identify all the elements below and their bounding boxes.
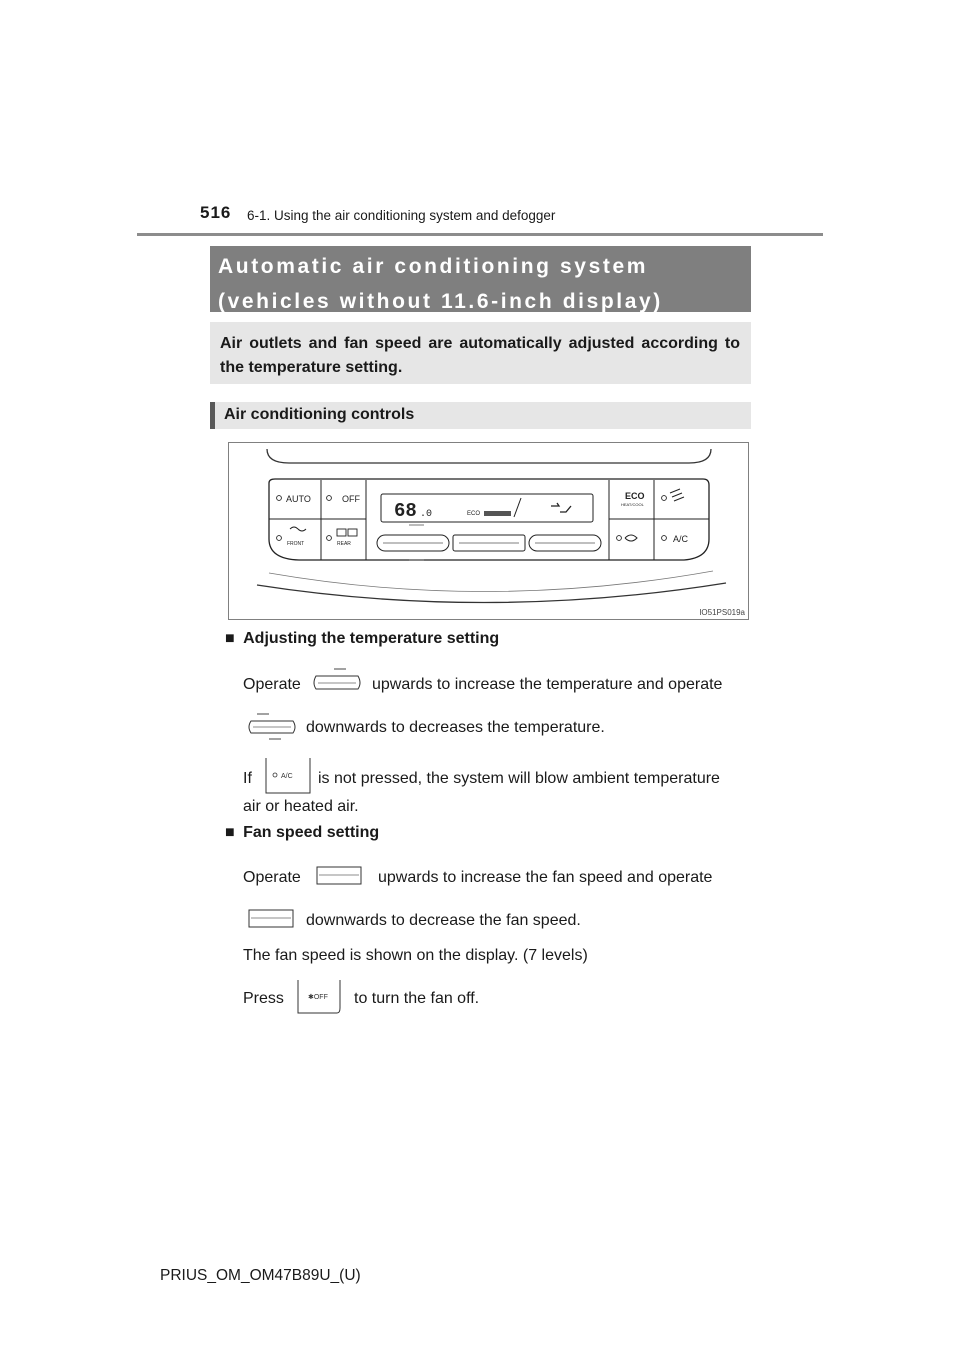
fan-off-text: to turn the fan off.	[354, 990, 480, 1007]
section-reference: 6-1. Using the air conditioning system and defogger	[247, 208, 556, 223]
heat-cool-label: HEAT/COOL	[621, 502, 644, 507]
intro-text: Air outlets and fan speed are automatically adjusted according to the temperature setting.	[220, 335, 740, 376]
fan-heading-text: Fan speed setting	[243, 824, 380, 841]
fan-off-button-icon	[297, 980, 341, 1014]
document-footer: PRIUS_OM_OM47B89U_(U)	[160, 1267, 361, 1284]
fan-levels-text: The fan speed is shown on the display. (7 levels)	[243, 947, 588, 964]
temp-rocker-up-icon	[308, 667, 364, 693]
subheading-bar	[210, 402, 215, 429]
page-number: 516	[200, 203, 232, 222]
svg-text:A/C: A/C	[281, 773, 293, 780]
off-label: OFF	[342, 494, 360, 504]
temp-up-text: upwards to increase the temperature and operate	[372, 676, 723, 693]
temp-op-word: Operate	[243, 676, 301, 693]
control-panel-illustration	[229, 443, 748, 619]
bullet-square: ■	[225, 630, 235, 647]
ac-explanation-cont: air or heated air.	[243, 798, 359, 815]
svg-text:✱OFF: ✱OFF	[308, 994, 328, 1001]
press-word: Press	[243, 990, 284, 1007]
fan-op-word: Operate	[243, 869, 301, 886]
temperature-readout: 68	[394, 500, 417, 522]
fan-down-text: downwards to decrease the fan speed.	[306, 912, 581, 929]
rear-label: REAR	[337, 541, 351, 547]
display-eco-label: ECO	[467, 511, 481, 517]
temp-heading-text: Adjusting the temperature setting	[243, 630, 500, 647]
page-title	[210, 246, 751, 312]
fan-rocker-down-icon	[247, 906, 295, 932]
front-label: FRONT	[287, 541, 305, 547]
fan-up-text: upwards to increase the fan speed and operate	[378, 869, 713, 886]
eco-label: ECO	[625, 491, 645, 501]
title-line-1: Automatic air conditioning system	[218, 255, 649, 278]
ac-label: A/C	[673, 534, 689, 544]
temp-rocker-down-icon	[243, 712, 299, 742]
temp-down-text: downwards to decreases the temperature.	[306, 719, 605, 736]
header-rule	[137, 233, 823, 236]
fan-rocker-up-icon	[315, 863, 363, 889]
temperature-decimal: .0	[420, 509, 433, 520]
temp-section-heading	[225, 630, 499, 648]
ac-if-word: If	[243, 770, 252, 787]
bullet-square: ■	[225, 824, 235, 841]
subheading	[210, 402, 751, 429]
figure-id: IO51PS019a	[699, 608, 745, 617]
auto-label: AUTO	[286, 494, 311, 504]
ac-explanation: is not pressed, the system will blow ambient temperature	[318, 770, 720, 787]
title-line-2: (vehicles without 11.6-inch display)	[218, 290, 663, 313]
fan-section-heading	[225, 824, 379, 842]
control-panel-figure	[228, 442, 749, 620]
subheading-text: Air conditioning controls	[224, 406, 415, 423]
intro-box	[210, 322, 751, 384]
ac-button-icon	[265, 758, 311, 794]
